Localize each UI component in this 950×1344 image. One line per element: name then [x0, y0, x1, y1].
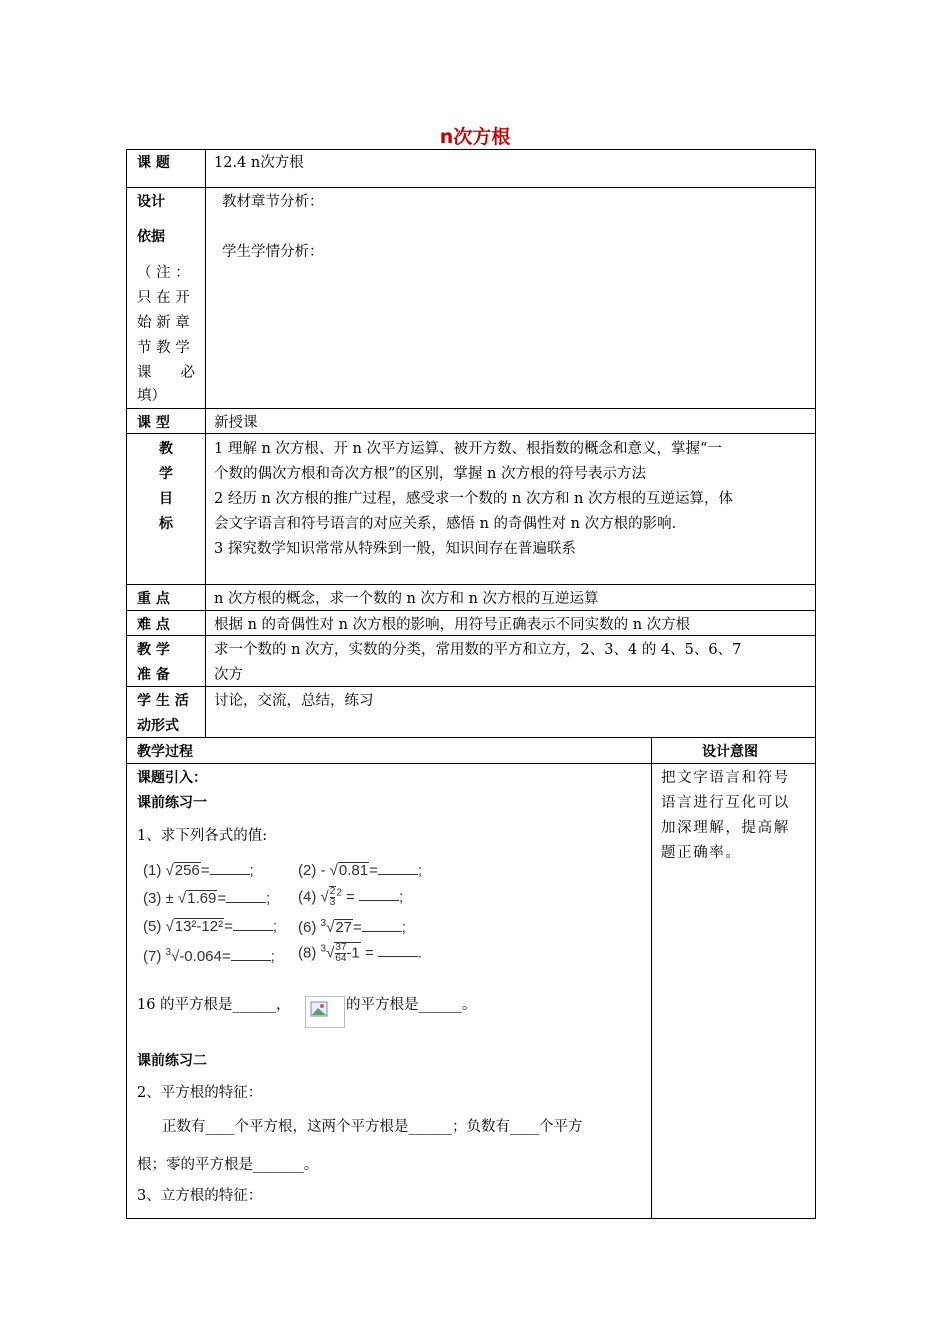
key-point-label: 重 点: [137, 591, 170, 607]
exercise-4: (4) √ $\frac{2}{3}$ $^2$ = ;: [298, 886, 404, 908]
student-analysis: 学生学情分析：: [222, 244, 324, 260]
objectives-label: 标: [159, 516, 173, 532]
row-divider: [126, 584, 816, 585]
intent-line: 加深理解，提高解: [661, 820, 790, 836]
objective-line: 1 理解 n 次方根、开 n 次平方运算、被开方数、根指数的概念和意义，掌握“一: [214, 441, 722, 457]
page-title: n次方根: [439, 126, 511, 148]
basis-note: 只 在 开: [137, 290, 190, 306]
practice2-heading: 课前练习二: [137, 1053, 207, 1069]
objective-line: 3 探究数学知识常常从特殊到一般，知识间存在普遍联系: [214, 541, 576, 557]
basis-note: 始 新 章: [137, 315, 190, 331]
lesson-type-value: 新授课: [214, 415, 258, 431]
activity-label: 动形式: [137, 718, 179, 734]
objective-line: 个数的偶次方根和奇次方根”的区别，掌握 n 次方根的符号表示方法: [214, 466, 646, 482]
intent-line: 语言进行互化可以: [661, 795, 790, 811]
table-border-right: [815, 149, 816, 1219]
key-point-value: n 次方根的概念，求一个数的 n 次方和 n 次方根的互逆运算: [214, 591, 599, 607]
basis-note: 填）: [137, 388, 166, 404]
objectives-label: 教: [159, 441, 173, 457]
objectives-label: 目: [159, 491, 173, 507]
exercise-5: (5) √13²-12²= ;: [143, 918, 278, 935]
intent-line: 题正确率。: [661, 845, 742, 861]
question-2: 2、平方根的特征：: [137, 1085, 263, 1101]
topic-label: 课 题: [137, 155, 170, 171]
lesson-type-label: 课 型: [137, 415, 170, 431]
objective-line: 2 经历 n 次方根的推广过程，感受求一个数的 n 次方和 n 次方根的互逆运算，体: [214, 491, 734, 507]
row-divider: [126, 686, 816, 687]
row-divider: [126, 433, 816, 434]
intent-header: 设计意图: [702, 744, 758, 760]
intent-line: 把文字语言和符号: [661, 770, 790, 786]
question-3: 3、立方根的特征：: [137, 1188, 263, 1204]
exercise-2: (2) - √0.81= ;: [298, 862, 423, 879]
table-border-bottom: [126, 1218, 816, 1219]
intro-heading: 课题引入：: [137, 770, 207, 786]
objective-line: 会文字语言和符号语言的对应关系，感悟 n 的奇偶性对 n 次方根的影响.: [214, 516, 677, 532]
activity-label: 学 生 活: [137, 693, 189, 709]
basis-label: 依据: [137, 229, 165, 245]
activity-value: 讨论，交流，总结，练习: [214, 693, 374, 709]
basis-label: 设计: [137, 194, 165, 210]
prep-label: 准 备: [137, 667, 170, 683]
basis-note: 课 必: [137, 365, 195, 381]
exercise-6: (6) $^3$√27= ;: [298, 918, 406, 936]
prep-value: 次方: [214, 667, 243, 683]
exercise-3: (3) ± √1.69= ;: [143, 890, 271, 907]
objectives-label: 学: [159, 466, 173, 482]
intent-column-divider: [651, 737, 652, 1219]
topic-value: 12.4 n次方根: [214, 155, 304, 171]
question-2-line2: 根；零的平方根是_______。: [137, 1157, 319, 1173]
difficulty-label: 难 点: [137, 617, 170, 633]
prep-value: 求一个数的 n 次方，实数的分类，常用数的平方和立方，2、3、4 的 4、5、6、7: [214, 642, 742, 658]
row-divider: [126, 187, 816, 188]
process-header: 教学过程: [137, 744, 193, 760]
row-divider: [126, 610, 816, 611]
textbook-analysis: 教材章节分析：: [222, 194, 324, 210]
question-16-part2: 的平方根是______。: [346, 997, 477, 1013]
question-2-line1: 正数有____个平方根，这两个平方根是______；负数有____个平方: [162, 1119, 583, 1135]
basis-note: 节 教 学: [137, 340, 190, 356]
label-column-divider: [205, 149, 206, 738]
table-border-left: [126, 149, 127, 1219]
exercise-8: (8) $^3$√ $\frac{37}{64}$ -1 = .: [298, 942, 423, 964]
question-16-part1: 16 的平方根是______，: [137, 997, 291, 1013]
row-divider: [126, 635, 816, 636]
row-divider: [126, 737, 816, 738]
broken-image-placeholder: [305, 996, 345, 1028]
question-1: 1、求下列各式的值:: [137, 828, 268, 844]
practice1-heading: 课前练习一: [137, 795, 207, 811]
exercise-1: (1) √256= ;: [143, 862, 254, 879]
basis-note: （ 注 ：: [137, 265, 190, 281]
exercise-7: (7) $^3$√-0.064= ;: [143, 947, 275, 965]
row-divider: [126, 763, 816, 764]
difficulty-value: 根据 n 的奇偶性对 n 次方根的影响，用符号正确表示不同实数的 n 次方根: [214, 617, 691, 633]
row-divider: [126, 408, 816, 409]
table-border-top: [126, 149, 816, 150]
prep-label: 教 学: [137, 642, 170, 658]
